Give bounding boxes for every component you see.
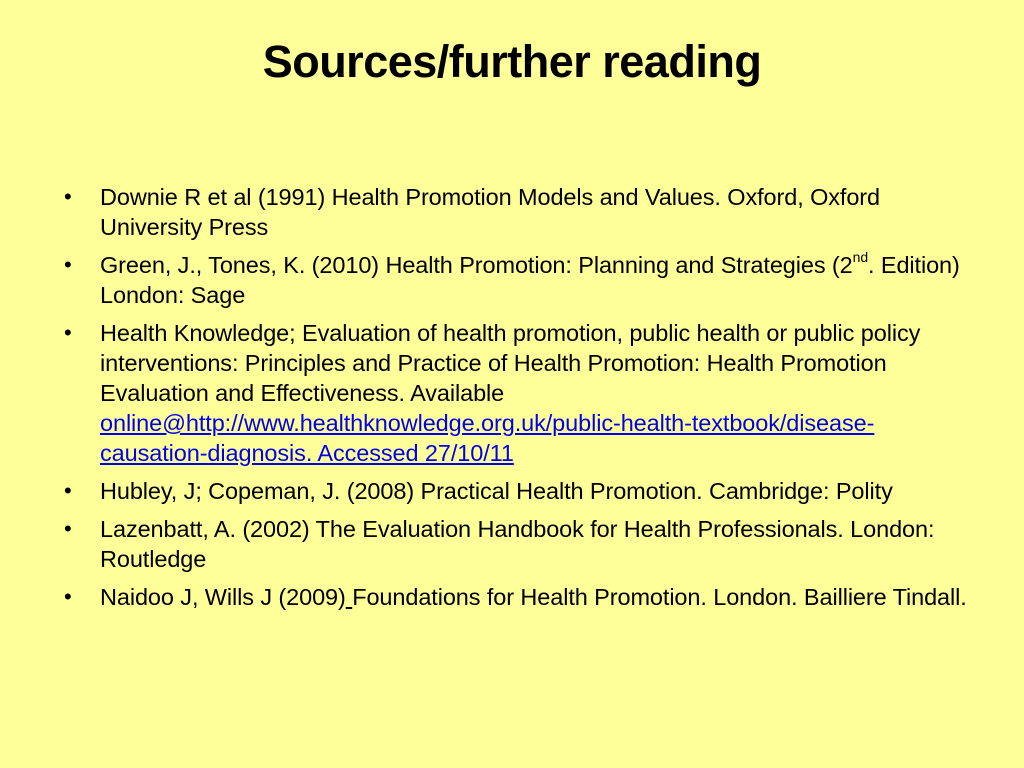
reference-text-continued: Foundations for Health Promotion. London. Bailliere Tindall. [352,584,967,610]
reference-item-lazenbatt [64,514,974,574]
reference-item-hubley [64,476,974,506]
reference-text: Green, J., Tones, K. (2010) Health Promotion: Planning and Strategies (2 [100,252,853,278]
slide-title: Sources/further reading [262,36,762,87]
reference-item-downie [64,182,974,242]
reference-text: Health Knowledge; Evaluation of health promotion, public health or public policy interventions: Principles and Practice of Health Promotion: Health Promotion Evaluation and Effectiveness. Available [100,320,921,406]
bullet-icon: • [64,584,72,609]
bullet-icon: • [64,320,72,345]
reference-text-continued: . Edition) London: Sage [100,252,960,308]
reference-list [64,182,974,620]
ordinal-superscript: nd [852,249,869,266]
bullet-icon: • [64,478,72,503]
reference-item-health-knowledge [64,318,974,468]
reference-item-green [64,250,974,310]
reference-item-naidoo [64,582,974,612]
bullet-icon: • [64,184,72,209]
bullet-icon: • [64,252,72,277]
bullet-icon: • [64,516,72,541]
healthknowledge-link[interactable]: online@http://www.healthknowledge.org.uk/public-health-textbook/disease-causation-diagnosis. Accessed 27/10/11 [100,410,875,466]
reference-text: Hubley, J; Copeman, J. (2008) Practical Health Promotion. Cambridge: Polity [100,478,893,504]
reference-text: Naidoo J, Wills J (2009) [100,584,346,610]
reference-text: Downie R et al (1991) Health Promotion Models and Values. Oxford, Oxford University Press [100,184,880,240]
reference-text: Lazenbatt, A. (2002) The Evaluation Handbook for Health Professionals. London: Routledge [100,516,935,572]
